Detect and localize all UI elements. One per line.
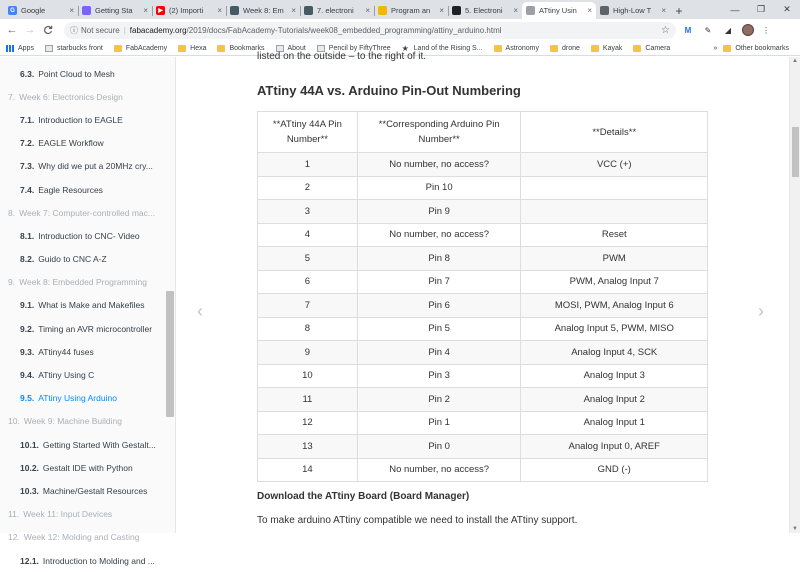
sidebar-item-label: ATtiny Using C	[38, 370, 95, 381]
close-tab-icon[interactable]: ×	[69, 6, 74, 15]
sidebar-item[interactable]	[0, 294, 175, 317]
table-row	[258, 294, 708, 318]
sidebar-item-label: EAGLE Workflow	[38, 138, 104, 149]
hat-icon	[378, 6, 387, 15]
sidebar-section[interactable]	[0, 410, 175, 433]
close-tab-icon[interactable]: ×	[291, 6, 296, 15]
close-tab-icon[interactable]: ×	[513, 6, 518, 15]
sidebar-item-number: 8.2.	[20, 254, 35, 265]
sidebar-scrollbar[interactable]	[166, 291, 174, 417]
address-separator: |	[123, 25, 126, 35]
bookmark-2[interactable]	[114, 45, 167, 52]
folder-icon	[550, 45, 558, 52]
scroll-down-icon[interactable]: ▼	[792, 526, 798, 532]
sidebar-item-label: ATtiny Using Arduino	[38, 393, 117, 404]
book-sidebar	[0, 57, 176, 566]
attiny-pin-cell: 9	[258, 341, 358, 365]
bookmark-label: Hexa	[190, 44, 207, 52]
attiny-pin-cell: 7	[258, 294, 358, 318]
google-icon: G	[8, 6, 17, 15]
sidebar-item-label: Point Cloud to Mesh	[38, 68, 115, 79]
sidebar-item[interactable]	[0, 132, 175, 155]
header-arduino-pin: **Corresponding Arduino Pin Number**	[357, 112, 521, 153]
sidebar-item[interactable]	[0, 340, 175, 363]
sidebar-item[interactable]	[0, 433, 175, 456]
table-row	[258, 270, 708, 294]
sidebar-item[interactable]	[0, 479, 175, 502]
bookmark-label: FabAcademy	[125, 44, 168, 52]
sidebar-item-label: Week 8: Embedded Programming	[19, 277, 147, 288]
sidebar-item-label: Getting Started With Gestalt...	[42, 439, 156, 450]
sidebar-item[interactable]	[0, 178, 175, 201]
bookmark-3[interactable]	[178, 45, 206, 52]
table-body	[258, 153, 708, 482]
tab-label: Getting Sta	[95, 6, 133, 15]
attiny-pin-cell: 10	[258, 364, 358, 388]
tab-5[interactable]	[374, 2, 448, 19]
sidebar-item[interactable]	[0, 317, 175, 340]
tab-label: ATtiny Usin	[539, 6, 577, 15]
sidebar-item[interactable]	[0, 224, 175, 247]
pencil-extension-icon[interactable]: ✎	[704, 25, 712, 35]
sidebar-item-label: Week 6: Electronics Design	[19, 91, 123, 102]
tab-1[interactable]	[78, 2, 152, 19]
sidebar-item-label: Introduction to Molding and ...	[42, 555, 155, 566]
close-tab-icon[interactable]: ×	[439, 6, 444, 15]
header-attiny-pin: **ATtiny 44A Pin Number**	[258, 112, 358, 153]
bookmark-label: Bookmarks	[229, 44, 265, 52]
sidebar-item-number: 7.4.	[20, 184, 35, 195]
info-icon[interactable]: ⓘ	[70, 25, 78, 35]
attiny-pin-cell: 6	[258, 270, 358, 294]
bookmark-1[interactable]	[45, 45, 103, 52]
sidebar-item-number: 10.1.	[20, 439, 39, 450]
table-row	[258, 435, 708, 459]
tab-7[interactable]	[522, 2, 596, 19]
sidebar-item-label: Why did we put a 20MHz cry...	[38, 161, 153, 172]
other-bookmarks[interactable]	[723, 45, 789, 52]
sidebar-item-label: Week 7: Computer-controlled mac...	[19, 207, 155, 218]
sidebar-section[interactable]	[0, 526, 175, 549]
attiny-pin-cell: 5	[258, 247, 358, 271]
extension-icon[interactable]: M	[684, 25, 692, 35]
sidebar-item-number: 9.1.	[20, 300, 35, 311]
details-cell: Analog Input 2	[521, 388, 708, 412]
page-icon	[304, 6, 313, 15]
sidebar-item-number: 12.1.	[20, 555, 39, 566]
sidebar-item-label: Eagle Resources	[38, 184, 103, 195]
details-cell: Analog Input 5, PWM, MISO	[521, 317, 708, 341]
page-icon	[82, 6, 91, 15]
pencil-icon	[600, 6, 609, 15]
bookmark-label: starbucks front	[56, 44, 103, 52]
page-scrollbar[interactable]	[789, 57, 800, 533]
address-bar[interactable]	[64, 22, 676, 39]
table-row	[258, 364, 708, 388]
scroll-up-icon[interactable]: ▲	[792, 58, 798, 64]
details-cell	[521, 200, 708, 224]
arduino-pin-cell: Pin 1	[357, 411, 521, 435]
arduino-pin-cell: Pin 7	[357, 270, 521, 294]
page-icon	[45, 45, 53, 52]
attiny-pin-cell: 2	[258, 176, 358, 200]
security-label: Not secure	[81, 25, 120, 35]
minimize-icon[interactable]: —	[730, 4, 740, 15]
details-cell: Analog Input 0, AREF	[521, 435, 708, 459]
sidebar-item-number: 7.3.	[20, 161, 35, 172]
sidebar-item[interactable]	[0, 108, 175, 131]
tab-label: Google	[21, 6, 46, 15]
table-row	[258, 200, 708, 224]
bookmark-9[interactable]	[550, 45, 580, 52]
bookmark-label: Camera	[645, 44, 671, 52]
section-heading: ATtiny 44A vs. Arduino Pin-Out Numbering	[257, 83, 521, 98]
arduino-pin-cell: Pin 9	[357, 200, 521, 224]
new-tab-button[interactable]: +	[675, 3, 683, 18]
header-details: **Details**	[521, 112, 708, 153]
sidebar-section[interactable]	[0, 85, 175, 108]
arduino-pin-cell: No number, no access?	[357, 458, 521, 482]
bookmark-label: Kayak	[602, 44, 623, 52]
tab-3[interactable]	[226, 2, 300, 19]
details-cell: GND (-)	[521, 458, 708, 482]
sidebar-item-number: 9.2.	[20, 323, 35, 334]
sidebar-item-number: 10.	[8, 416, 20, 427]
menu-icon[interactable]: ⋮	[762, 25, 770, 35]
sidebar-item-number: 7.1.	[20, 114, 35, 125]
folder-icon	[494, 45, 502, 52]
back-icon[interactable]: ←	[6, 24, 18, 36]
apps-icon	[6, 45, 14, 52]
sidebar-item-label: Introduction to CNC- Video	[38, 230, 140, 241]
tab-2[interactable]	[152, 2, 226, 19]
sidebar-item-number: 7.	[8, 91, 16, 102]
sidebar-item[interactable]	[0, 387, 175, 410]
sidebar-item[interactable]	[0, 363, 175, 386]
attiny-pin-cell: 8	[258, 317, 358, 341]
window-controls	[722, 0, 800, 19]
graduation-cap-icon	[452, 6, 461, 15]
details-cell: Analog Input 4, SCK	[521, 341, 708, 365]
attiny-pin-cell: 11	[258, 388, 358, 412]
page-icon	[526, 6, 535, 15]
sidebar-item-label: Timing an AVR microcontroller	[38, 323, 153, 334]
bookmark-label: Apps	[18, 44, 34, 52]
table-row	[258, 411, 708, 435]
arduino-pin-cell: Pin 2	[357, 388, 521, 412]
sidebar-item-label: Week 12: Molding and Casting	[23, 532, 140, 543]
folder-icon	[591, 45, 599, 52]
sidebar-item[interactable]	[0, 456, 175, 479]
browser-toolbar	[0, 19, 800, 41]
arduino-pin-cell: Pin 6	[357, 294, 521, 318]
folder-icon	[114, 45, 122, 52]
tab-4[interactable]	[300, 2, 374, 19]
table-row	[258, 247, 708, 271]
details-cell: MOSI, PWM, Analog Input 6	[521, 294, 708, 318]
sidebar-item-label: Week 9: Machine Building	[23, 416, 122, 427]
sidebar-item-label: Guido to CNC A-Z	[38, 254, 107, 265]
dropper-extension-icon[interactable]: ◢	[724, 25, 732, 35]
table-row	[258, 223, 708, 247]
url-path: /2019/docs/FabAcademy-Tutorials/week08_embedded_programming/attiny_arduino.html	[186, 25, 502, 35]
tab-label: Week 8: Em	[243, 6, 284, 15]
arduino-pin-cell: Pin 4	[357, 341, 521, 365]
page-scrollbar-thumb[interactable]	[792, 127, 799, 177]
arduino-pin-cell: No number, no access?	[357, 153, 521, 177]
sidebar-item-number: 9.	[8, 277, 16, 288]
bookmark-10[interactable]	[591, 45, 622, 52]
details-cell: VCC (+)	[521, 153, 708, 177]
bookmark-label: drone	[562, 44, 580, 52]
tab-label: (2) Importi	[169, 6, 204, 15]
sidebar-item-label: ATtiny44 fuses	[38, 346, 94, 357]
close-tab-icon[interactable]: ×	[365, 6, 370, 15]
sidebar-item-label: Machine/Gestalt Resources	[42, 485, 148, 496]
bookmark-label: Land of the Rising S...	[413, 44, 483, 52]
table-row	[258, 388, 708, 412]
attiny-pin-cell: 3	[258, 200, 358, 224]
sidebar-item[interactable]	[0, 62, 175, 85]
previous-page-icon[interactable]: ‹	[197, 301, 203, 321]
tab-label: 7. electroni	[317, 6, 354, 15]
install-paragraph: To make arduino ATtiny compatible we need to install the ATtiny support.	[257, 515, 578, 526]
arduino-pin-cell: Pin 0	[357, 435, 521, 459]
tab-6[interactable]	[448, 2, 522, 19]
arduino-pin-cell: Pin 8	[357, 247, 521, 271]
youtube-icon: ▶	[156, 6, 165, 15]
arduino-pin-cell: Pin 3	[357, 364, 521, 388]
details-cell: Reset	[521, 223, 708, 247]
table-row	[258, 176, 708, 200]
close-tab-icon[interactable]: ×	[217, 6, 222, 15]
tab-strip	[0, 0, 800, 19]
details-cell: PWM, Analog Input 7	[521, 270, 708, 294]
bookmark-label: About	[287, 44, 306, 52]
details-cell: PWM	[521, 247, 708, 271]
pinout-table	[257, 111, 708, 482]
forward-icon[interactable]: →	[24, 24, 36, 36]
folder-icon	[217, 45, 225, 52]
next-page-icon[interactable]: ›	[758, 301, 764, 321]
table-row	[258, 458, 708, 482]
bookmarks-overflow-icon[interactable]: »	[713, 44, 718, 52]
sidebar-item-number: 10.2.	[20, 462, 39, 473]
sidebar-item-number: 12.	[8, 532, 20, 543]
arduino-pin-cell: Pin 5	[357, 317, 521, 341]
sidebar-nav	[0, 62, 175, 572]
sidebar-item[interactable]	[0, 549, 175, 572]
sidebar-item[interactable]	[0, 248, 175, 271]
close-tab-icon[interactable]: ×	[587, 6, 592, 15]
tab-8[interactable]	[596, 2, 670, 19]
bookmark-label: Pencil by FiftyThree	[328, 44, 391, 52]
bookmark-0[interactable]	[6, 45, 34, 52]
details-cell: Analog Input 1	[521, 411, 708, 435]
sidebar-item-label: Gestalt IDE with Python	[42, 462, 133, 473]
attiny-pin-cell: 12	[258, 411, 358, 435]
sidebar-item-number: 11.	[8, 509, 20, 520]
tab-0[interactable]	[4, 2, 78, 19]
arduino-pin-cell: No number, no access?	[357, 223, 521, 247]
folder-icon	[178, 45, 186, 52]
download-heading: Download the ATtiny Board (Board Manager)	[257, 491, 470, 502]
sidebar-item-label: Introduction to EAGLE	[38, 114, 123, 125]
folder-icon	[723, 45, 731, 52]
tab-label: 5. Electroni	[465, 6, 503, 15]
close-tab-icon[interactable]: ×	[143, 6, 148, 15]
bookmark-11[interactable]	[633, 45, 670, 52]
bookmark-label: Astronomy	[505, 44, 540, 52]
table-row	[258, 317, 708, 341]
sidebar-section[interactable]	[0, 271, 175, 294]
reload-icon[interactable]	[40, 22, 56, 38]
star-icon: ★	[401, 43, 409, 53]
sidebar-item-number: 10.3.	[20, 485, 39, 496]
attiny-pin-cell: 14	[258, 458, 358, 482]
sidebar-item-number: 9.3.	[20, 346, 35, 357]
sidebar-item-number: 8.1.	[20, 230, 35, 241]
details-cell: Analog Input 3	[521, 364, 708, 388]
url-host: fabacademy.org	[129, 25, 187, 35]
sidebar-item-label: What is Make and Makefiles	[38, 300, 145, 311]
sidebar-item-number: 9.4.	[20, 370, 35, 381]
sidebar-item-number: 7.2.	[20, 138, 35, 149]
close-tab-icon[interactable]: ×	[661, 6, 666, 15]
sidebar-item-number: 6.3.	[20, 68, 35, 79]
sidebar-section[interactable]	[0, 503, 175, 526]
sidebar-item-label: Week 11: Input Devices	[23, 509, 113, 520]
arduino-pin-cell: Pin 10	[357, 176, 521, 200]
table-row	[258, 341, 708, 365]
details-cell	[521, 176, 708, 200]
attiny-pin-cell: 13	[258, 435, 358, 459]
profile-avatar[interactable]	[742, 24, 754, 36]
maximize-icon[interactable]: ❐	[756, 4, 766, 14]
partially-visible-text: listed on the outside – to the right of it.	[257, 51, 426, 62]
attiny-pin-cell: 4	[258, 223, 358, 247]
tab-label: Program an	[391, 6, 431, 15]
tab-label: High-Low T	[613, 6, 652, 15]
sidebar-item-number: 8.	[8, 207, 16, 218]
folder-icon	[633, 45, 641, 52]
close-window-icon[interactable]: ✕	[783, 4, 791, 14]
table-header-row	[258, 112, 708, 153]
other-bookmarks-label: Other bookmarks	[735, 44, 789, 52]
sidebar-section[interactable]	[0, 201, 175, 224]
sidebar-item-number: 9.5.	[20, 393, 35, 404]
attiny-pin-cell: 1	[258, 153, 358, 177]
bookmark-8[interactable]	[494, 45, 539, 52]
page-icon	[230, 6, 239, 15]
bookmark-star-icon[interactable]: ☆	[661, 24, 670, 36]
sidebar-item[interactable]	[0, 155, 175, 178]
tab-list	[0, 0, 670, 19]
table-row	[258, 153, 708, 177]
page-content	[0, 51, 800, 566]
